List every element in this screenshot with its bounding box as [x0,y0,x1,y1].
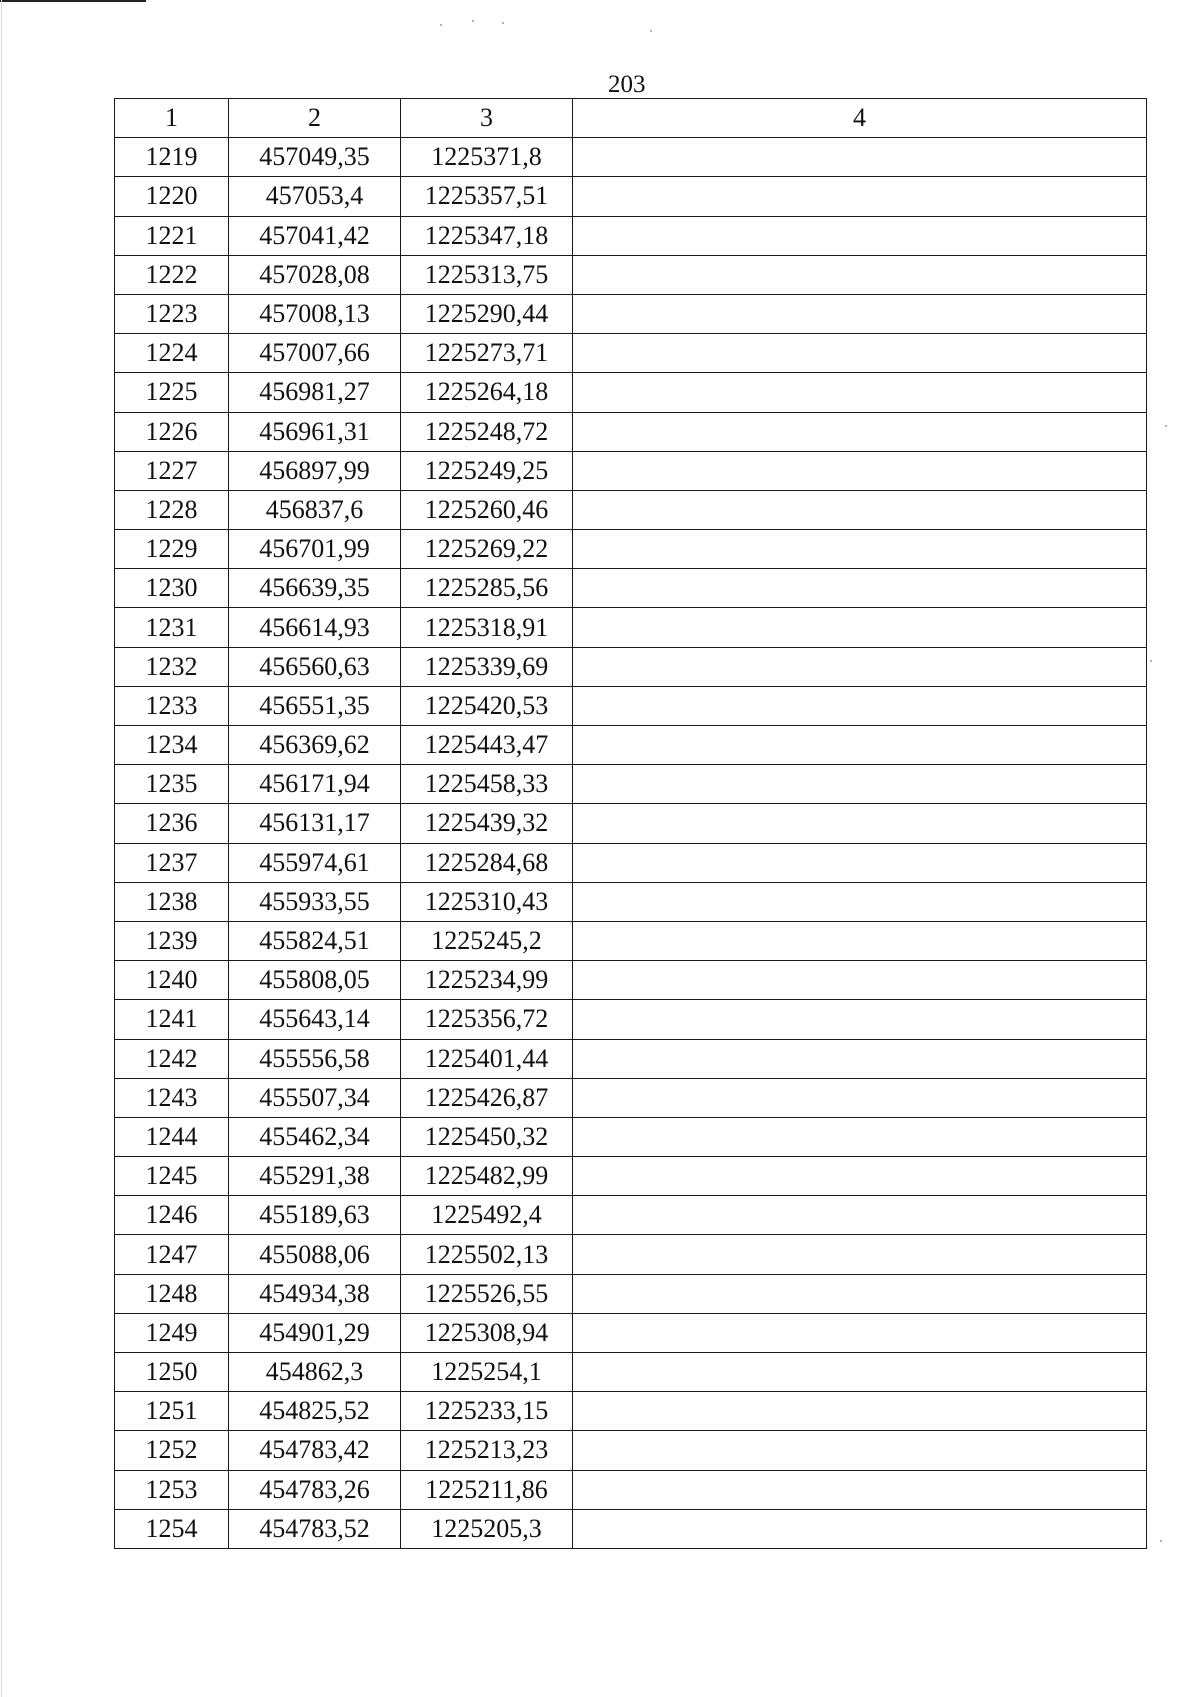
x-coordinate-cell: 455974,61 [229,843,401,882]
scan-speck [1150,660,1152,662]
y-coordinate-cell: 1225248,72 [401,412,573,451]
note-cell [573,647,1147,686]
x-coordinate-cell: 456701,99 [229,530,401,569]
y-coordinate-cell: 1225269,22 [401,530,573,569]
y-coordinate-cell: 1225502,13 [401,1235,573,1274]
table-row [115,686,1147,725]
point-number-cell: 1243 [115,1078,229,1117]
note-cell [573,726,1147,765]
note-cell [573,921,1147,960]
x-coordinate-cell: 454783,52 [229,1509,401,1548]
note-cell [573,490,1147,529]
scan-edge-line [1,0,2,1697]
y-coordinate-cell: 1225482,99 [401,1157,573,1196]
table-row [115,255,1147,294]
note-cell [573,1353,1147,1392]
note-cell [573,138,1147,177]
point-number-cell: 1249 [115,1313,229,1352]
table-row [115,921,1147,960]
point-number-cell: 1254 [115,1509,229,1548]
scan-speck [502,22,504,24]
page-number: 203 [608,71,646,98]
x-coordinate-cell: 455933,55 [229,882,401,921]
table-row [115,1000,1147,1039]
table-row [115,1509,1147,1548]
point-number-cell: 1226 [115,412,229,451]
point-number-cell: 1245 [115,1157,229,1196]
note-cell [573,177,1147,216]
table-row [115,804,1147,843]
y-coordinate-cell: 1225458,33 [401,765,573,804]
table-row [115,1039,1147,1078]
x-coordinate-cell: 456560,63 [229,647,401,686]
point-number-cell: 1220 [115,177,229,216]
scan-speck [1165,425,1167,427]
y-coordinate-cell: 1225273,71 [401,334,573,373]
point-number-cell: 1238 [115,882,229,921]
y-coordinate-cell: 1225234,99 [401,961,573,1000]
table-row [115,726,1147,765]
point-number-cell: 1223 [115,294,229,333]
point-number-cell: 1251 [115,1392,229,1431]
point-number-cell: 1233 [115,686,229,725]
table-header-row [115,99,1147,138]
point-number-cell: 1231 [115,608,229,647]
note-cell [573,882,1147,921]
point-number-cell: 1235 [115,765,229,804]
point-number-cell: 1221 [115,216,229,255]
table-row [115,1431,1147,1470]
y-coordinate-cell: 1225285,56 [401,569,573,608]
note-cell [573,1157,1147,1196]
point-number-cell: 1253 [115,1470,229,1509]
table-row [115,882,1147,921]
x-coordinate-cell: 457008,13 [229,294,401,333]
y-coordinate-cell: 1225450,32 [401,1117,573,1156]
note-cell [573,1470,1147,1509]
note-cell [573,1000,1147,1039]
header-cell-2: 2 [229,99,401,138]
x-coordinate-cell: 455462,34 [229,1117,401,1156]
note-cell [573,804,1147,843]
table-row [115,1078,1147,1117]
point-number-cell: 1246 [115,1196,229,1235]
note-cell [573,608,1147,647]
y-coordinate-cell: 1225308,94 [401,1313,573,1352]
point-number-cell: 1236 [115,804,229,843]
x-coordinate-cell: 455507,34 [229,1078,401,1117]
point-number-cell: 1225 [115,373,229,412]
y-coordinate-cell: 1225245,2 [401,921,573,960]
note-cell [573,1392,1147,1431]
point-number-cell: 1227 [115,451,229,490]
x-coordinate-cell: 454934,38 [229,1274,401,1313]
y-coordinate-cell: 1225233,15 [401,1392,573,1431]
point-number-cell: 1219 [115,138,229,177]
table-row [115,1157,1147,1196]
table-row [115,216,1147,255]
x-coordinate-cell: 457041,42 [229,216,401,255]
y-coordinate-cell: 1225426,87 [401,1078,573,1117]
x-coordinate-cell: 456639,35 [229,569,401,608]
x-coordinate-cell: 456369,62 [229,726,401,765]
y-coordinate-cell: 1225439,32 [401,804,573,843]
table-row [115,1313,1147,1352]
scan-speck [650,30,652,32]
scan-speck [472,20,474,22]
x-coordinate-cell: 454825,52 [229,1392,401,1431]
x-coordinate-cell: 456837,6 [229,490,401,529]
note-cell [573,1196,1147,1235]
table-row [115,1353,1147,1392]
x-coordinate-cell: 456171,94 [229,765,401,804]
note-cell [573,1274,1147,1313]
x-coordinate-cell: 455088,06 [229,1235,401,1274]
x-coordinate-cell: 457007,66 [229,334,401,373]
header-cell-4: 4 [573,99,1147,138]
y-coordinate-cell: 1225347,18 [401,216,573,255]
y-coordinate-cell: 1225401,44 [401,1039,573,1078]
point-number-cell: 1232 [115,647,229,686]
x-coordinate-cell: 457053,4 [229,177,401,216]
point-number-cell: 1222 [115,255,229,294]
y-coordinate-cell: 1225356,72 [401,1000,573,1039]
x-coordinate-cell: 454901,29 [229,1313,401,1352]
y-coordinate-cell: 1225313,75 [401,255,573,294]
y-coordinate-cell: 1225254,1 [401,1353,573,1392]
x-coordinate-cell: 455824,51 [229,921,401,960]
point-number-cell: 1248 [115,1274,229,1313]
point-number-cell: 1241 [115,1000,229,1039]
point-number-cell: 1230 [115,569,229,608]
y-coordinate-cell: 1225420,53 [401,686,573,725]
table-row [115,647,1147,686]
table-row [115,961,1147,1000]
table-row [115,373,1147,412]
x-coordinate-cell: 456897,99 [229,451,401,490]
note-cell [573,255,1147,294]
x-coordinate-cell: 456614,93 [229,608,401,647]
note-cell [573,451,1147,490]
y-coordinate-cell: 1225526,55 [401,1274,573,1313]
x-coordinate-cell: 457028,08 [229,255,401,294]
note-cell [573,1039,1147,1078]
x-coordinate-cell: 456981,27 [229,373,401,412]
point-number-cell: 1234 [115,726,229,765]
table-row [115,412,1147,451]
x-coordinate-cell: 456551,35 [229,686,401,725]
y-coordinate-cell: 1225310,43 [401,882,573,921]
table-row [115,1274,1147,1313]
point-number-cell: 1250 [115,1353,229,1392]
y-coordinate-cell: 1225357,51 [401,177,573,216]
note-cell [573,530,1147,569]
x-coordinate-cell: 454783,26 [229,1470,401,1509]
note-cell [573,1117,1147,1156]
table-row [115,138,1147,177]
note-cell [573,765,1147,804]
y-coordinate-cell: 1225492,4 [401,1196,573,1235]
scan-speck [1160,1540,1162,1542]
note-cell [573,843,1147,882]
y-coordinate-cell: 1225249,25 [401,451,573,490]
point-number-cell: 1240 [115,961,229,1000]
x-coordinate-cell: 455189,63 [229,1196,401,1235]
y-coordinate-cell: 1225443,47 [401,726,573,765]
x-coordinate-cell: 455643,14 [229,1000,401,1039]
y-coordinate-cell: 1225290,44 [401,294,573,333]
point-number-cell: 1229 [115,530,229,569]
point-number-cell: 1244 [115,1117,229,1156]
header-cell-1: 1 [115,99,229,138]
y-coordinate-cell: 1225284,68 [401,843,573,882]
x-coordinate-cell: 456961,31 [229,412,401,451]
x-coordinate-cell: 454862,3 [229,1353,401,1392]
table-row [115,1392,1147,1431]
table-row [115,1117,1147,1156]
y-coordinate-cell: 1225205,3 [401,1509,573,1548]
table-row [115,294,1147,333]
table-body [115,99,1147,1549]
coordinates-table [114,98,1147,1549]
x-coordinate-cell: 455808,05 [229,961,401,1000]
table-row [115,1235,1147,1274]
table-row [115,569,1147,608]
x-coordinate-cell: 456131,17 [229,804,401,843]
table-row [115,490,1147,529]
table-row [115,608,1147,647]
note-cell [573,686,1147,725]
point-number-cell: 1239 [115,921,229,960]
point-number-cell: 1247 [115,1235,229,1274]
table-row [115,765,1147,804]
table-row [115,1470,1147,1509]
x-coordinate-cell: 455291,38 [229,1157,401,1196]
scan-edge-mark [0,0,146,2]
point-number-cell: 1252 [115,1431,229,1470]
y-coordinate-cell: 1225318,91 [401,608,573,647]
note-cell [573,1509,1147,1548]
point-number-cell: 1224 [115,334,229,373]
x-coordinate-cell: 454783,42 [229,1431,401,1470]
y-coordinate-cell: 1225264,18 [401,373,573,412]
header-cell-3: 3 [401,99,573,138]
y-coordinate-cell: 1225339,69 [401,647,573,686]
point-number-cell: 1242 [115,1039,229,1078]
x-coordinate-cell: 457049,35 [229,138,401,177]
x-coordinate-cell: 455556,58 [229,1039,401,1078]
note-cell [573,1078,1147,1117]
note-cell [573,412,1147,451]
note-cell [573,1313,1147,1352]
note-cell [573,334,1147,373]
note-cell [573,216,1147,255]
scan-speck [440,24,442,26]
table-row [115,843,1147,882]
note-cell [573,373,1147,412]
table-row [115,451,1147,490]
note-cell [573,294,1147,333]
table-row [115,334,1147,373]
point-number-cell: 1228 [115,490,229,529]
note-cell [573,1235,1147,1274]
table-row [115,177,1147,216]
y-coordinate-cell: 1225371,8 [401,138,573,177]
y-coordinate-cell: 1225211,86 [401,1470,573,1509]
table-row [115,530,1147,569]
y-coordinate-cell: 1225260,46 [401,490,573,529]
y-coordinate-cell: 1225213,23 [401,1431,573,1470]
note-cell [573,961,1147,1000]
point-number-cell: 1237 [115,843,229,882]
note-cell [573,569,1147,608]
note-cell [573,1431,1147,1470]
table-row [115,1196,1147,1235]
